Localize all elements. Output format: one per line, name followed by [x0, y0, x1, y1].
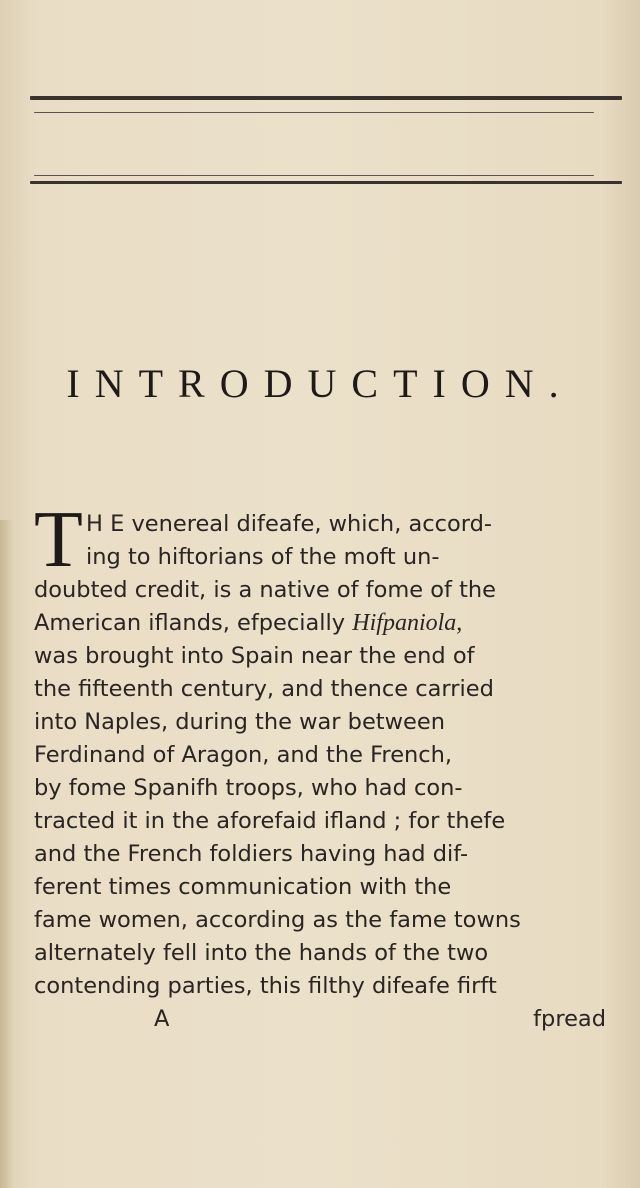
header-rule-thin — [34, 112, 594, 113]
drop-cap: T — [34, 496, 83, 584]
text-line: by fome Spanifh troops, who had con- — [34, 775, 463, 801]
catchword: fpread — [533, 1006, 606, 1032]
text-line: fame women, according as the fame towns — [34, 907, 521, 933]
text-line: ing to hiftorians of the moft un- — [86, 544, 440, 570]
text-line: H E venereal difeafe, which, accord- — [86, 511, 493, 537]
body-text — [34, 496, 606, 1036]
text-line: was brought into Spain near the end of — [34, 643, 475, 669]
text-line: the fifteenth century, and thence carried — [34, 676, 494, 702]
signature-mark: A — [154, 1006, 170, 1032]
text-line: ferent times communication with the — [34, 874, 452, 900]
ornament-rule-thin — [34, 175, 594, 176]
catchword-line — [34, 1003, 606, 1036]
chapter-heading: INTRODUCTION. — [66, 361, 574, 406]
text-line: Ferdinand of Aragon, and the French, — [34, 742, 453, 768]
text-line: and the French foldiers having had dif- — [34, 841, 469, 867]
text-line: alternately fell into the hands of the two — [34, 940, 489, 966]
text-line — [34, 607, 604, 640]
header-rule-thick — [30, 96, 622, 100]
text-line: into Naples, during the war between — [34, 709, 445, 735]
text-line-start: American iflands, efpecially — [34, 610, 346, 636]
italic-place-name: Hifpaniola, — [352, 610, 463, 636]
text-line: tracted it in the aforefaid ifland ; for thefe — [34, 808, 506, 834]
text-line: doubted credit, is a native of fome of the — [34, 577, 497, 603]
text-line: contending parties, this filthy difeafe firft — [34, 973, 497, 999]
ornament-rule-thick — [30, 181, 622, 184]
page-shadow-edge — [0, 520, 14, 1188]
